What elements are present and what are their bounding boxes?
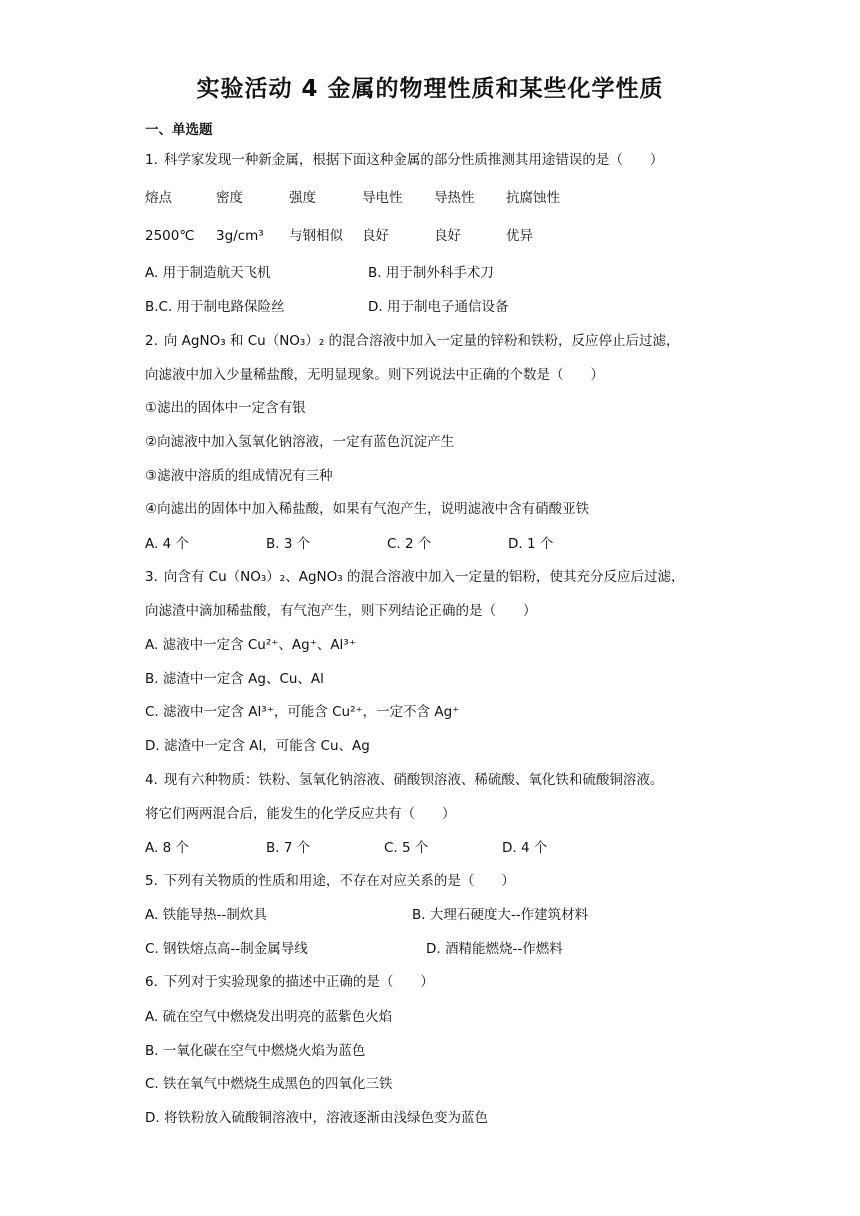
question-1-stem: 1. 科学家发现一种新金属，根据下面这种金属的部分性质推测其用途错误的是（ ） [145,152,664,168]
question-4-stem-line-2: 将它们两两混合后，能发生的化学反应共有（ ） [145,806,456,822]
question-4-stem-line-1: 4. 现有六种物质：铁粉、氢氧化钠溶液、硝酸钡溶液、稀硫酸、氧化铁和硫酸铜溶液。 [145,772,664,788]
question-6-option-b: B. 一氧化碳在空气中燃烧火焰为蓝色 [145,1043,366,1059]
table-header-cell: 导电性 [362,190,403,206]
question-number: 3. [145,569,158,585]
question-2-stem-line-2: 向滤液中加入少量稀盐酸，无明显现象。则下列说法中正确的个数是（ ） [145,367,604,383]
question-2-option-d: D. 1 个 [508,536,554,552]
table-header-cell: 熔点 [145,190,172,206]
question-2-statement-4: ④向滤出的固体中加入稀盐酸，如果有气泡产生，说明滤液中含有硝酸亚铁 [145,501,590,517]
question-number: 1. [145,152,158,168]
question-2-statement-3: ③滤液中溶质的组成情况有三种 [145,468,333,484]
table-header-cell: 密度 [216,190,243,206]
question-3-stem-line-2: 向滤渣中滴加稀盐酸，有气泡产生，则下列结论正确的是（ ） [145,603,537,619]
question-4-option-c: C. 5 个 [384,840,429,856]
question-2-option-c: C. 2 个 [387,536,432,552]
question-3-option-b: B. 滤渣中一定含 Ag、Cu、Al [145,671,324,687]
question-4-option-a: A. 8 个 [145,840,189,856]
question-1-option-c: B.C. 用于制电路保险丝 [145,299,285,315]
question-6-option-c: C. 铁在氧气中燃烧生成黑色的四氧化三铁 [145,1076,393,1092]
question-number: 5. [145,873,158,889]
question-5-stem: 5. 下列有关物质的性质和用途，不存在对应关系的是（ ） [145,873,515,889]
question-1-option-a: A. 用于制造航天飞机 [145,265,271,281]
question-5-option-c: C. 钢铁熔点高--制金属导线 [145,941,308,957]
table-value-cell: 2500℃ [145,228,195,244]
table-header-cell: 导热性 [434,190,475,206]
question-6-stem: 6. 下列对于实验现象的描述中正确的是（ ） [145,974,434,990]
page-title: 实验活动 4 金属的物理性质和某些化学性质 [196,76,664,102]
table-header-cell: 抗腐蚀性 [506,190,560,206]
question-3-option-a: A. 滤液中一定含 Cu²⁺、Ag⁺、Al³⁺ [145,637,356,653]
question-6-option-a: A. 硫在空气中燃烧发出明亮的蓝紫色火焰 [145,1009,393,1025]
question-4-option-b: B. 7 个 [266,840,311,856]
question-5-option-d: D. 酒精能燃烧--作燃料 [426,941,563,957]
question-1-option-d: D. 用于制电子通信设备 [368,299,509,315]
table-value-cell: 优异 [506,228,533,244]
question-5-option-a: A. 铁能导热--制炊具 [145,907,267,923]
question-6-option-d: D. 将铁粉放入硫酸铜溶液中，溶液逐渐由浅绿色变为蓝色 [145,1110,488,1126]
question-number: 2. [145,333,158,349]
question-3-option-c: C. 滤液中一定含 Al³⁺，可能含 Cu²⁺，一定不含 Ag⁺ [145,704,460,720]
question-number: 6. [145,974,158,990]
question-4-option-d: D. 4 个 [502,840,548,856]
table-value-cell: 良好 [362,228,389,244]
question-2-option-a: A. 4 个 [145,536,189,552]
table-value-cell: 与钢相似 [289,228,343,244]
table-value-cell: 3g/cm³ [216,228,264,244]
question-2-statement-2: ②向滤液中加入氢氧化钠溶液，一定有蓝色沉淀产生 [145,434,455,450]
question-2-stem-line-1: 2. 向 AgNO₃ 和 Cu（NO₃）₂ 的混合溶液中加入一定量的锌粉和铁粉，反应停止后过滤， [145,333,680,349]
section-heading: 一、单选题 [145,122,213,138]
question-5-option-b: B. 大理石硬度大--作建筑材料 [412,907,589,923]
question-number: 4. [145,772,158,788]
question-3-option-d: D. 滤渣中一定含 Al，可能含 Cu、Ag [145,738,370,754]
question-2-statement-1: ①滤出的固体中一定含有银 [145,400,306,416]
table-header-cell: 强度 [289,190,316,206]
question-1-option-b: B. 用于制外科手术刀 [368,265,494,281]
question-2-option-b: B. 3 个 [266,536,311,552]
question-3-stem-line-1: 3. 向含有 Cu（NO₃）₂、AgNO₃ 的混合溶液中加入一定量的铝粉，使其充分反应后过滤， [145,569,685,585]
table-value-cell: 良好 [434,228,461,244]
